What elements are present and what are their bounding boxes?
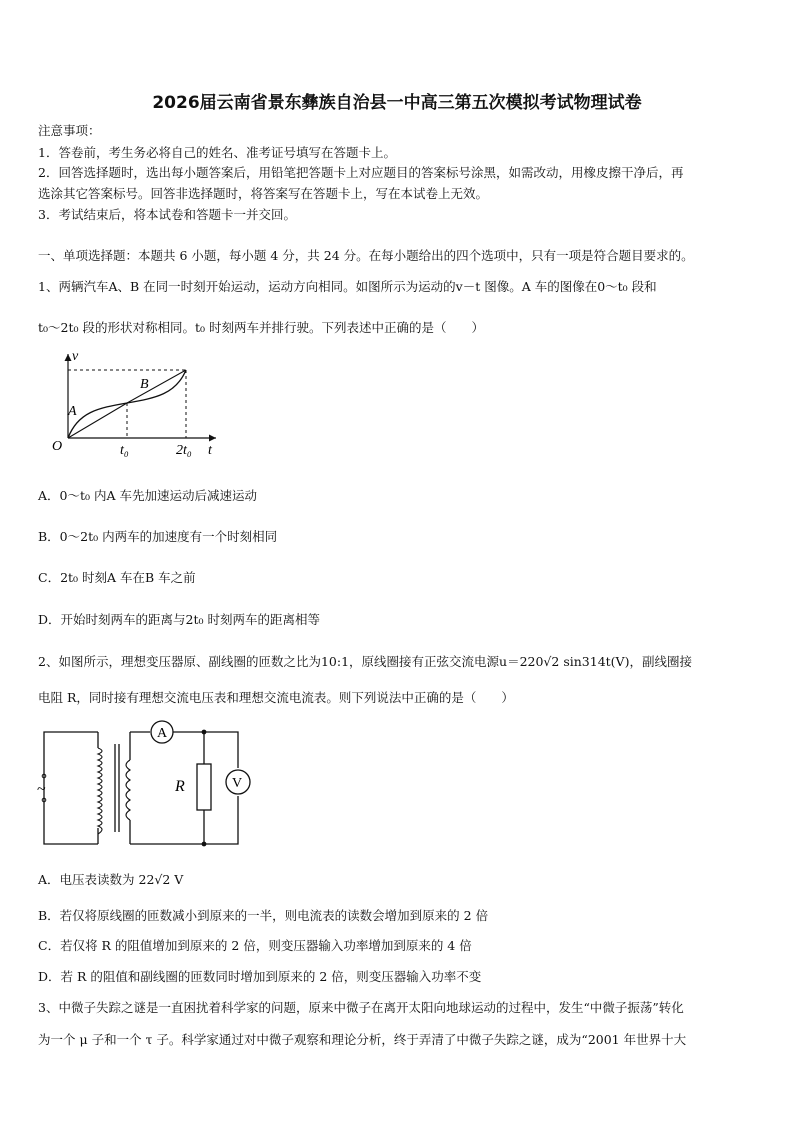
question-1-option: B．0～2t₀ 内两车的加速度有一个时刻相同 [38, 529, 278, 544]
secondary-coil [126, 760, 130, 820]
notice-item: 1．答卷前，考生务必将自己的姓名、准考证号填写在答题卡上。 [38, 145, 396, 160]
question-2-option: A．电压表读数为 22√2 V [38, 872, 184, 887]
t0-label: t₀ [120, 443, 129, 458]
origin-label: O [52, 439, 63, 454]
voltmeter-label: V [232, 776, 243, 791]
transformer-circuit [38, 718, 258, 848]
question-1-option: D．开始时刻两车的距离与2t₀ 时刻两车的距离相等 [38, 612, 320, 627]
question-2-option: B．若仅将原线圈的匝数减小到原来的一半，则电流表的读数会增加到原来的 2 倍 [38, 908, 489, 923]
resistor [197, 764, 211, 810]
t-label: t [208, 443, 212, 458]
question-3-stem: 3、中微子失踪之谜是一直困扰着科学家的问题，原来中微子在离开太阳向地球运动的过程中，发生“中微子振荡”转化 [38, 1000, 684, 1015]
ammeter-label: A [157, 726, 168, 741]
question-1-stem: 1、两辆汽车A、B 在同一时刻开始运动，运动方向相同。如图所示为运动的v－t 图像。A 车的图像在0～t₀ 段和 [38, 279, 657, 294]
notice-item: 3．考试结束后，将本试卷和答题卡一并交回。 [38, 207, 296, 222]
resistor-label: R [175, 778, 185, 795]
question-1-stem: t₀～2t₀ 段的形状对称相同。t₀ 时刻两车并排行驶。下列表述中正确的是（ ） [38, 320, 485, 335]
question-1-option: A．0～t₀ 内A 车先加速运动后减速运动 [38, 488, 257, 503]
notice-item: 选涂其它答案标号。回答非选择题时，将答案写在答题卡上，写在本试卷上无效。 [38, 186, 489, 201]
2t0-label: 2t₀ [176, 443, 192, 458]
primary-coil [98, 748, 102, 834]
question-3-stem: 为一个 μ 子和一个 τ 子。科学家通过对中微子观察和理论分析，终于弄清了中微子失踪之谜，成为“2001 年世界十大 [38, 1032, 687, 1047]
question-2-stem: 2、如图所示，理想变压器原、副线圈的匝数之比为10:1，原线圈接有正弦交流电源u＝220√2 sin314t(V)，副线圈接 [38, 654, 692, 669]
question-1-option: C．2t₀ 时刻A 车在B 车之前 [38, 570, 196, 585]
notice-heading: 注意事项： [38, 123, 101, 138]
question-2-option: D．若 R 的阻值和副线圈的匝数同时增加到原来的 2 倍，则变压器输入功率不变 [38, 969, 482, 984]
notice-item: 2．回答选择题时，选出每小题答案后，用铅笔把答题卡上对应题目的答案标号涂黑，如需改动，用橡皮擦干净后，再 [38, 165, 684, 180]
question-2-stem: 电阻 R，同时接有理想交流电压表和理想交流电流表。则下列说法中正确的是（ ） [38, 690, 514, 705]
curve-a-label: A [68, 404, 77, 419]
v-label: v [72, 349, 79, 364]
section-heading: 一、单项选择题：本题共 6 小题，每小题 4 分，共 24 分。在每小题给出的四个选项中，只有一项是符合题目要求的。 [38, 248, 694, 263]
ac-source-symbol: ~ [37, 781, 46, 798]
curve-b-label: B [140, 377, 149, 392]
vt-graph [48, 346, 228, 461]
question-2-option: C．若仅将 R 的阻值增加到原来的 2 倍，则变压器输入功率增加到原来的 4 倍 [38, 938, 472, 953]
exam-title: 2026届云南省景东彝族自治县一中高三第五次模拟考试物理试卷 [152, 93, 642, 113]
